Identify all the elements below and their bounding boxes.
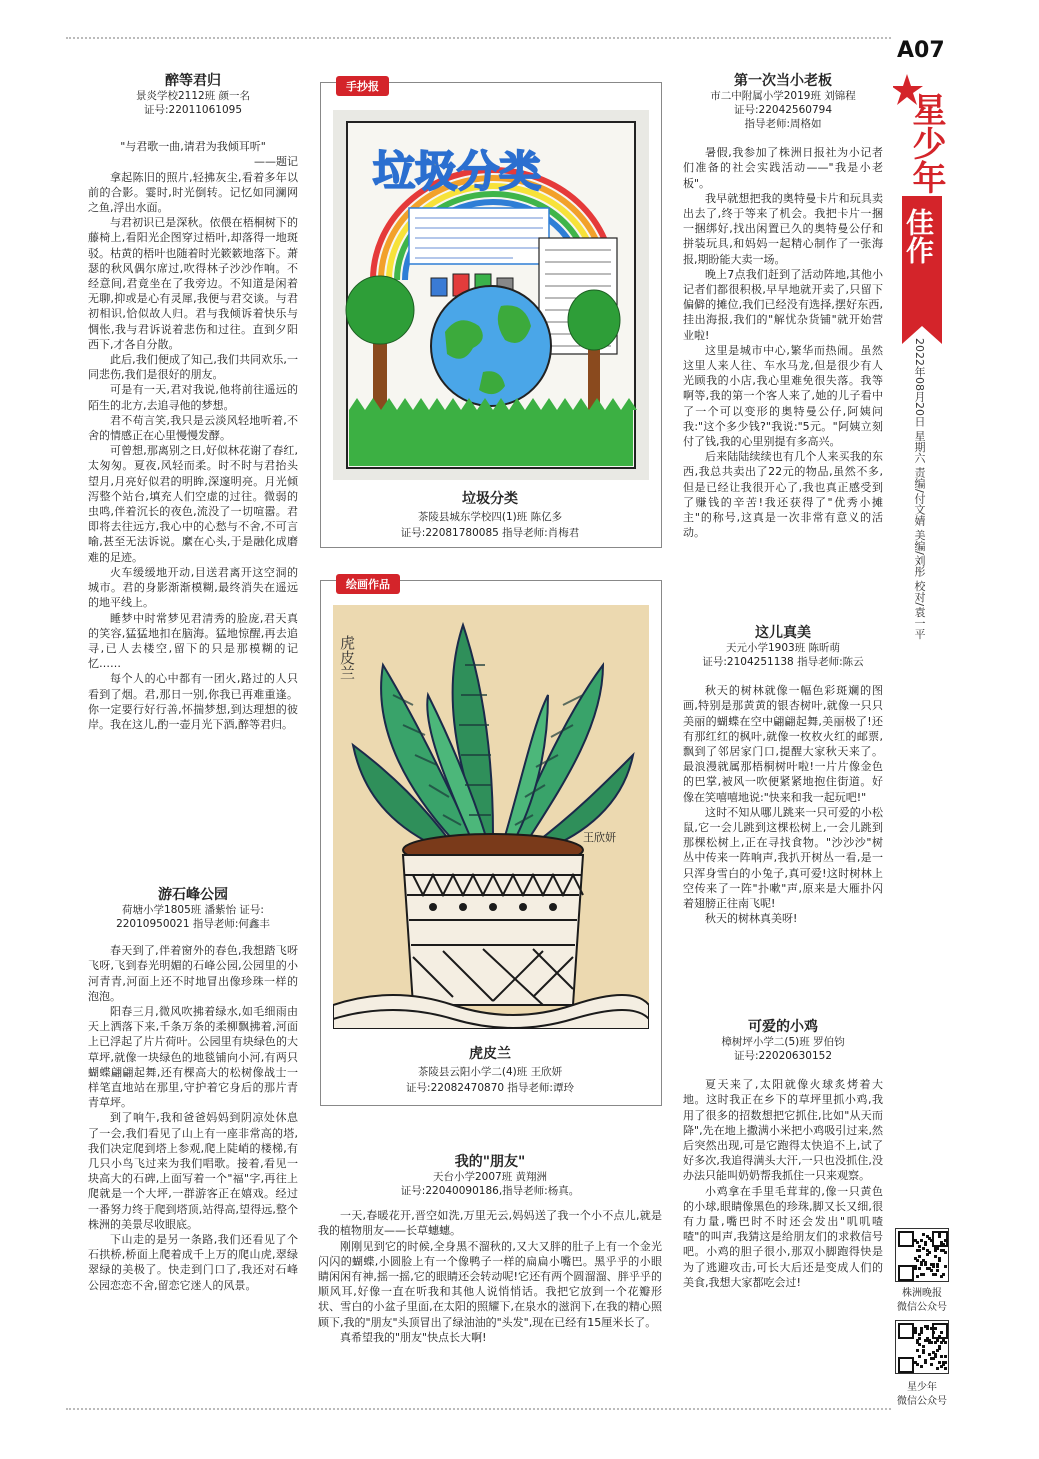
paragraph: 暑假,我参加了株洲日报社为小记者们准备的社会实践活动——"我是小老板"。 bbox=[683, 146, 883, 190]
paragraph: 春天到了,伴着窗外的春色,我想踏飞呀飞呀,飞到春光明媚的石峰公园,公园里的小河青青,河面上还不时地冒出像珍珠一样的泡泡。 bbox=[88, 944, 298, 1003]
qr-module bbox=[930, 1341, 933, 1344]
article-zhemei bbox=[683, 626, 883, 926]
qr-module bbox=[916, 1349, 919, 1352]
article-id: 证号:22011061095 bbox=[143, 104, 243, 117]
qr-module bbox=[922, 1351, 925, 1354]
qr-module bbox=[916, 1339, 919, 1342]
qr-module bbox=[928, 1353, 931, 1356]
section-title: 佳作 bbox=[902, 208, 935, 264]
qr-module bbox=[926, 1339, 929, 1342]
artwork-id: 证号:22081780085 指导老师:肖梅君 bbox=[400, 527, 580, 539]
qr-label: 微信公众号 bbox=[897, 1396, 947, 1407]
qr-module bbox=[934, 1273, 937, 1276]
qr-finder bbox=[898, 1323, 914, 1339]
dateline: 2022年08月20日 星期六 责编/付文婧 美编/刘彤 校对/袁一平 bbox=[913, 338, 926, 640]
qr-module bbox=[936, 1367, 939, 1370]
qr-module bbox=[930, 1327, 933, 1330]
qr-module bbox=[940, 1331, 943, 1334]
qr-module bbox=[920, 1239, 923, 1242]
qr-finder bbox=[898, 1357, 914, 1373]
article-id: 证号:22020630152 bbox=[733, 1050, 833, 1063]
qr-module bbox=[922, 1345, 925, 1348]
article-id: 证号:22040090186,指导老师:杨真。 bbox=[400, 1185, 580, 1198]
paragraph: 真希望我的"朋友"快点长大啊! bbox=[340, 1330, 487, 1344]
qr-module bbox=[914, 1257, 917, 1260]
paragraph: 与君初识已是深秋。依偎在梧桐树下的藤椅上,看阳光企图穿过梧叶,却落得一地斑驳。枯黄的梧叶也随着时光簌簌地落下。萧瑟的秋风偶尔席过,吹得林子沙沙作响。不经意间,君竟坐在了我旁边。不知道是闲着无聊,抑或是心有灵犀,我便与君交谈。与君初相识,恰似故人归。君与我倾诉着快乐与惆怅,我与君诉说着悲伤和过往。直到夕阳西下,才各自分散。 bbox=[88, 216, 298, 351]
paragraph: 拿起陈旧的照片,轻拂灰尘,看着多年以前的合影。霎时,时光倒转。记忆如同澜网之鱼,浮出水面。 bbox=[88, 170, 298, 215]
article-body bbox=[88, 943, 298, 1293]
article-author: 市二中附属小学2019班 刘锦程 bbox=[710, 90, 856, 103]
qr-module bbox=[918, 1343, 921, 1346]
article-author: 樟树坪小学二(5)班 罗伯钧 bbox=[721, 1036, 845, 1049]
qr-module bbox=[934, 1327, 937, 1330]
qr-label: 星少年 bbox=[907, 1382, 937, 1393]
qr-module bbox=[930, 1269, 933, 1272]
paragraph: 可是有一天,君对我说,他将前往遥远的陌生的北方,去追寻他的梦想。 bbox=[88, 383, 298, 412]
qr-label: 株洲晚报 bbox=[902, 1288, 942, 1299]
top-rule bbox=[66, 37, 891, 39]
article-body bbox=[683, 145, 883, 540]
qr-module bbox=[938, 1257, 941, 1260]
painting-signature: 王欣妍 bbox=[583, 831, 616, 844]
article-body bbox=[683, 683, 883, 926]
qr-finder bbox=[898, 1231, 914, 1247]
poster-heading: 垃圾分类 bbox=[373, 147, 542, 196]
qr-module bbox=[930, 1363, 933, 1366]
article-author: 荷塘小学1805班 潘紫怡 证号: bbox=[122, 904, 264, 917]
paragraph: 夏天来了,太阳就像火球炙烤着大地。这时我正在乡下的草坪里抓小鸡,我用了很多的招数想把它抓住,比如"从天而降",先在地上撒满小米把小鸡吸引过来,然后突然出现,可是它跑得太快追不上,试了好多次,我追得满头大汗,一只也没抓住,没办法只能叫奶奶帮我抓住一只来观察。 bbox=[683, 1078, 883, 1183]
article-zuideng bbox=[88, 74, 298, 732]
qr-module bbox=[942, 1339, 945, 1342]
paragraph: 秋天的树林真美呀! bbox=[705, 912, 798, 926]
article-id: 证号:22042560794 bbox=[733, 104, 833, 117]
qr-module bbox=[944, 1265, 947, 1268]
article-id: 证号:2104251138 指导老师:陈云 bbox=[702, 656, 864, 669]
qr-module bbox=[926, 1327, 929, 1330]
poster-image bbox=[333, 110, 649, 480]
qr-module bbox=[940, 1355, 943, 1358]
article-shifeng bbox=[88, 888, 298, 1293]
article-title: 我的"朋友" bbox=[454, 1154, 526, 1170]
qr-module bbox=[914, 1239, 917, 1242]
article-body bbox=[88, 170, 298, 733]
qr-module bbox=[944, 1239, 947, 1242]
paragraph: 晚上7点我们赶到了活动阵地,其他小记者们都很积极,早早地就开卖了,只留下偏僻的摊位,我们已经没有选择,摆好东西,挂出海报,我们的"解忧杂货铺"就开始营业啦! bbox=[683, 267, 883, 342]
article-id: 22010950021 指导老师:何鑫丰 bbox=[116, 918, 270, 931]
paragraph: 后来陆陆续续也有几个人来买我的东西,我总共卖出了22元的物品,虽然不多,但是已经让我很开心了,我也真正感受到了赚钱的辛苦!我还获得了"优秀小摊主"的称号,这真是一次非常有意义的活动。 bbox=[683, 450, 883, 540]
paragraph: 这时不知从哪儿跳来一只可爱的小松鼠,它一会儿跳到这棵松树上,一会儿跳到那棵松树上,正在寻找食物。"沙沙沙"树丛中传来一阵响声,我扒开树丛一看,是一只浑身雪白的小兔子,真可爱!这时树林上空传来了一阵"扑嗽"声,原来是大雁扑闪着翅膀正往南飞呢! bbox=[683, 805, 883, 911]
qr-module bbox=[940, 1241, 943, 1244]
painting-image bbox=[333, 605, 649, 1029]
article-author: 天元小学1903班 陈昕萌 bbox=[725, 642, 841, 655]
qr-module bbox=[916, 1249, 919, 1252]
paragraph: 我早就想把我的奥特曼卡片和玩具卖出去了,终于等来了机会。我把卡片一捆一捆绑好,找出闲置已久的奥特曼公仔和拼装玩具,和妈妈一起精心制作了一张海报,期盼能大卖一场。 bbox=[683, 191, 883, 266]
qr-code-xingshaonian bbox=[895, 1320, 949, 1374]
qr-module bbox=[938, 1235, 941, 1238]
paragraph: 君不苟言笑,我只是云淡风轻地听着,不舍的情感正在心里慢慢发酵。 bbox=[88, 413, 298, 443]
qr-finder bbox=[898, 1265, 914, 1281]
qr-code-zhuzhou bbox=[895, 1228, 949, 1282]
qr-module bbox=[932, 1263, 935, 1266]
qr-module bbox=[932, 1331, 935, 1334]
qr-module bbox=[920, 1331, 923, 1334]
qr-module bbox=[914, 1361, 917, 1364]
paragraph: 到了响午,我和爸爸妈妈到阴凉处休息了一会,我们看见了山上有一座非常高的塔,我们决定爬到塔上参观,爬上陡峭的楼梯,有几只小鸟飞过来为我们唱歌。接着,看见一块高大的石碑,上面写着一个"福"字,再往上爬就是一个大坪,一群游客正在嬉戏。经过一番努力终于爬到塔顶,站得高,望得远,整个株洲的美景尽收眼底。 bbox=[88, 1111, 298, 1231]
qr-module bbox=[938, 1361, 941, 1364]
qr-module bbox=[940, 1249, 943, 1252]
brand-name: 星少年 bbox=[906, 92, 946, 194]
article-author: 景炎学校2112班 颜一名 bbox=[135, 90, 251, 103]
qr-module bbox=[922, 1247, 925, 1250]
paragraph: 这里是城市中心,繁华而热闹。虽然这里人来人往、车水马龙,但是很少有人光顾我的小店,我心里难免很失落。我等啊等,我的第一个客人来了,她的儿子看中了一个可以变形的奥特曼公仔,阿姨问我:"这个多少钱?"我说:"5元。"阿姨立刻付了钱,我的心里别提有多高兴。 bbox=[683, 343, 883, 449]
qr-module bbox=[922, 1273, 925, 1276]
article-title: 可爱的小鸡 bbox=[748, 1019, 818, 1035]
bottom-rule bbox=[66, 1408, 891, 1410]
qr-module bbox=[922, 1233, 925, 1236]
paragraph: 火车缓缓地开动,目送君离开这空洞的城市。君的身影渐渐模糊,最终消失在遥远的地平线上。 bbox=[88, 565, 298, 610]
qr-module bbox=[924, 1263, 927, 1266]
artwork-title: 虎皮兰 bbox=[469, 1046, 511, 1062]
epigraph: "与君歌一曲,请君为我倾耳听" bbox=[120, 140, 266, 154]
article-body bbox=[318, 1208, 662, 1345]
section-tag: 绘画作品 bbox=[336, 574, 400, 594]
qr-module bbox=[936, 1269, 939, 1272]
paragraph: 一天,春暖花开,晋空如洗,万里无云,妈妈送了我一个小不点儿,就是我的植物朋友——长草蟪蟪。 bbox=[318, 1209, 662, 1238]
qr-module bbox=[944, 1367, 947, 1370]
qr-module bbox=[930, 1239, 933, 1242]
paragraph: 下山走的是另一条路,我们还看见了个石拱桥,桥面上爬着成千上万的爬山虎,翠绿翠绿的美极了。快走到门口了,我还对石峰公园恋恋不舍,留恋它迷人的风景。 bbox=[88, 1233, 298, 1292]
paragraph: 小鸡拿在手里毛茸茸的,像一只黄色的小球,眼睛像黑色的珍珠,脚又长又细,很有力量,嘴巴时不时还会发出"叽叽喳喳"的叫声,我猜这是给朋友们的求救信号吧。小鸡的胆子很小,那双小脚跑得快是为了逃避攻击,可长大后还是变成人们的美食,我想大家都吃会过! bbox=[683, 1184, 883, 1289]
article-teacher: 指导老师:周格如 bbox=[744, 118, 822, 131]
paragraph: 睡梦中时常梦见君清秀的脸庞,君天真的笑容,猛猛地扣在脑海。猛地惊醒,再去追寻,已人去楼空,留下的只是那模糊的记忆…… bbox=[88, 611, 298, 671]
qr-module bbox=[944, 1355, 947, 1358]
section-banner bbox=[902, 196, 942, 326]
qr-module bbox=[918, 1355, 921, 1358]
qr-module bbox=[926, 1253, 929, 1256]
qr-module bbox=[942, 1361, 945, 1364]
paragraph: 每个人的心中都有一团火,路过的人只看到了烟。君,那日一别,你我已再难重逢。你一定要行好行善,怀揣梦想,到达理想的彼岸。我在这儿,酌一壶月光下酒,醉等君归。 bbox=[88, 672, 298, 731]
paragraph: 秋天的树林就像一幅色彩斑斓的图画,特别是那黄黄的银杏树叶,就像一只只美丽的蝴蝶在空中翩翩起舞,美丽极了!还有那红红的枫叶,就像一枚枚火红的邮票,飘到了邻居家门口,提醒大家秋天来了。最浪漫就属那梧桐树叶啦!一片片像金色的巴掌,被风一吹便紧紧地抱住街道。好像在笑嘻嘻地说:"快来和我一起玩吧!" bbox=[683, 684, 883, 804]
qr-module bbox=[918, 1245, 921, 1248]
qr-module bbox=[936, 1263, 939, 1266]
paragraph: 此后,我们便成了知己,我们共同欢乐,一同悲伤,我们是很好的朋友。 bbox=[88, 353, 298, 382]
article-laoban bbox=[683, 74, 883, 540]
article-title: 醉等君归 bbox=[165, 73, 221, 89]
qr-module bbox=[920, 1261, 923, 1264]
painting-corner-text: 虎皮兰 bbox=[338, 635, 356, 680]
artwork-id: 证号:22082470870 指导老师:谭玲 bbox=[406, 1082, 574, 1094]
qr-module bbox=[914, 1331, 917, 1334]
article-xiaoji bbox=[683, 1020, 883, 1290]
article-body bbox=[683, 1077, 883, 1290]
qr-module bbox=[936, 1349, 939, 1352]
qr-module bbox=[914, 1267, 917, 1270]
qr-module bbox=[936, 1337, 939, 1340]
qr-module bbox=[926, 1267, 929, 1270]
qr-module bbox=[932, 1357, 935, 1360]
qr-module bbox=[942, 1273, 945, 1276]
qr-module bbox=[924, 1243, 927, 1246]
paragraph: 刚刚见到它的时候,全身黑不溜秋的,又大又胖的肚子上有一个金光闪闪的蝴蝶,小圆脸上有一个像鸭子一样的扁扁小嘴巴。黑乎乎的小眼睛闲闲有神,摇一摇,它的眼睛还会转动呢!它还有两个圆溜溜、胖乎乎的顺风耳,好像一直在听我和其他人说悄悄话。我把它放到一个花瓣形状、雪白的小盆子里面,在太阳的照耀下,在泉水的滋润下,在我的精心照顾下,我的"朋友"头顶冒出了绿油油的"头发",现在已经有15厘米长了。 bbox=[318, 1239, 662, 1329]
article-author: 天台小学2007班 黄翔洲 bbox=[432, 1171, 548, 1184]
epigraph-source: ——题记 bbox=[254, 155, 298, 169]
qr-module bbox=[918, 1255, 921, 1258]
qr-module bbox=[916, 1275, 919, 1278]
qr-module bbox=[934, 1353, 937, 1356]
artwork-title: 垃圾分类 bbox=[462, 491, 518, 507]
qr-module bbox=[934, 1255, 937, 1258]
page-number: A07 bbox=[897, 38, 945, 63]
qr-module bbox=[920, 1365, 923, 1368]
section-tag: 手抄报 bbox=[336, 76, 389, 96]
paragraph: 可曾想,那离别之日,好似林花谢了春红,太匆匆。夏夜,风轻而柔。时不时与君抬头望月,月亮好似君的明眸,深邃明亮。月光倾泻整个站台,填充人们空虚的过往。微弱的虫鸣,伴着沉长的夜色,流没了一切喧嚣。君即将去往远方,我心中的心愁与不舍,不可言喻,甚至无法诉说。縻在心头,于是融化成磨难的足迹。 bbox=[88, 444, 298, 564]
artwork-author: 茶陵县云阳小学二(4)班 王欣妍 bbox=[417, 1066, 563, 1078]
paragraph: 阳春三月,微风吹拂着绿水,如毛细雨由天上洒落下来,千条万条的柔柳飘拂着,河面上已浮起了片片荷叶。公园里有块绿色的大草坪,就像一块绿色的地毯铺向小河,有两只蝴蝶翩翩起舞,还有棵高大的松树像战士一样笔直地站在那里,守护着它身后的那片青青草坪。 bbox=[88, 1005, 298, 1110]
qr-module bbox=[934, 1247, 937, 1250]
article-title: 这儿真美 bbox=[755, 625, 811, 641]
qr-module bbox=[924, 1361, 927, 1364]
article-pengyou bbox=[318, 1155, 662, 1345]
artwork-author: 茶陵县城东学校四(1)班 陈亿多 bbox=[417, 511, 563, 523]
qr-label: 微信公众号 bbox=[897, 1302, 947, 1313]
qr-module bbox=[918, 1267, 921, 1270]
article-title: 游石峰公园 bbox=[158, 887, 228, 903]
qr-module bbox=[920, 1327, 923, 1330]
article-title: 第一次当小老板 bbox=[734, 73, 832, 89]
